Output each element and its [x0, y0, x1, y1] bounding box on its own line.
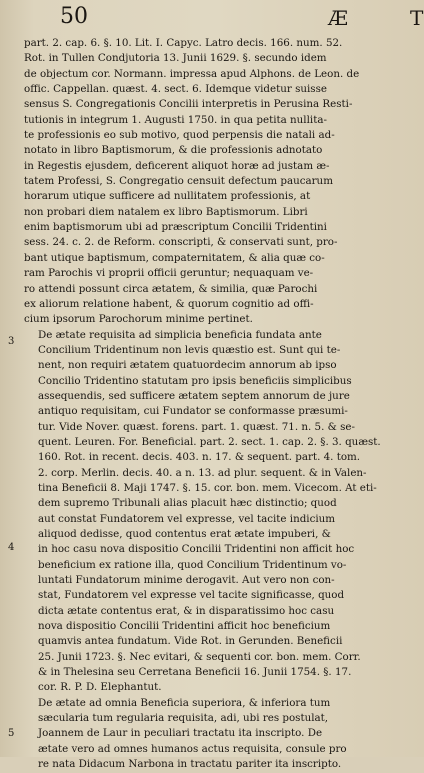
- margin-note: 4: [8, 542, 15, 553]
- text-line: cor. R. P. D. Elephantut.: [38, 681, 162, 694]
- paragraph: [24, 328, 410, 696]
- text-line: tur. Vide Nover. quæst. forens. part. 1. quæst. 71. n. 5. & se-: [38, 420, 355, 433]
- paragraph: [24, 36, 410, 328]
- text-line: tina Beneficii 8. Maji 1747. §. 15. cor. bon. mem. Vicecom. At eti-: [38, 481, 377, 494]
- text-line: sensus S. Congregationis Concilii interpretis in Perusina Resti-: [24, 98, 353, 111]
- text-line: beneficium ex ratione illa, quod Concilium Tridentinum vo-: [38, 558, 347, 571]
- text-line: nent, non requiri ætatem quatuordecim annorum ab ipso: [38, 359, 337, 372]
- text-line: notato in libro Baptismorum, & die professionis adnotato: [24, 144, 323, 157]
- text-line: quent. Leuren. For. Beneficial. part. 2. sect. 1. cap. 2. §. 3. quæst.: [38, 435, 381, 448]
- text-line: ætate vero ad omnes humanos actus requisita, consule pro: [38, 742, 347, 755]
- text-line: offic. Cappellan. quæst. 4. sect. 6. Idemque videtur suisse: [24, 83, 327, 96]
- text-line: ex aliorum relatione habent, & quorum cognitio ad offi-: [24, 297, 314, 310]
- text-line: 2. corp. Merlin. decis. 40. a n. 13. ad plur. sequent. & in Valen-: [38, 466, 367, 479]
- text-line: dicta ætate contentus erat, & in disparatissimo hoc casu: [38, 604, 335, 617]
- text-line: antiquo requisitam, cui Fundator se conformasse præsumi-: [38, 405, 348, 418]
- text-line: Rot. in Tullen Condjutoria 13. Junii 1629. §. secundo idem: [24, 52, 327, 65]
- text-line: assequendis, sed sufficere ætatem septem annorum de jure: [38, 389, 350, 402]
- text-line: quamvis antea fundatum. Vide Rot. in Gerunden. Beneficii: [38, 635, 343, 648]
- text-line: Joannem de Laur in peculiari tractatu ita inscripto. De: [38, 727, 323, 740]
- text-line: 160. Rot. in recent. decis. 403. n. 17. & sequent. part. 4. tom.: [38, 451, 361, 464]
- text-line: Concilium Tridentinum non levis quæstio est. Sunt qui te-: [38, 343, 341, 356]
- text-line: non probari diem natalem ex libro Baptismorum. Libri: [24, 205, 308, 218]
- text-line: horarum utique sufficere ad nullitatem professionis, at: [24, 190, 311, 203]
- text-line: sess. 24. c. 2. de Reform. conscripti, & conservati sunt, pro-: [24, 236, 338, 249]
- page-header: [24, 4, 424, 36]
- text-line: & in Thelesina seu Cerretana Beneficii 16. Junii 1754. §. 17.: [38, 666, 352, 679]
- text-line: De ætate ad omnia Beneficia superiora, & inferiora tum: [38, 696, 331, 709]
- text-line: in Regestis ejusdem, deficerent aliquot horæ ad justam æ-: [24, 159, 330, 172]
- text-line: dem supremo Tribunali alias placuit hæc distinctio; quod: [38, 497, 337, 510]
- text-line: tutionis in integrum 1. Augusti 1750. in qua petita nullita-: [24, 113, 327, 126]
- text-line: 25. Junii 1723. §. Nec evitari, & sequenti cor. bon. mem. Corr.: [38, 650, 361, 663]
- text-line: luntati Fundatorum minime derogavit. Aut vero non con-: [38, 574, 335, 587]
- text-line: de objectum cor. Normann. impressa apud Alphons. de Leon. de: [24, 67, 360, 80]
- running-head: Æ: [328, 6, 351, 30]
- margin-note: 3: [8, 336, 15, 347]
- text-line: part. 2. cap. 6. §. 10. Lit. I. Capyc. Latro decis. 166. num. 52.: [24, 37, 343, 49]
- text-line: cium ipsorum Parochorum minime pertinet.: [24, 313, 253, 326]
- text-line: De ætate requisita ad simplicia beneficia fundata ante: [38, 328, 322, 341]
- text-line: sæcularia tum regularia requisita, adi, ubi res postulat,: [38, 712, 329, 725]
- text-line: te professionis eo sub motivo, quod perpensis die natali ad-: [24, 129, 335, 142]
- text-line: Concilio Tridentino statutam pro ipsis beneficiis simplicibus: [38, 374, 352, 387]
- text-line: aut constat Fundatorem vel expresse, vel tacite indicium: [38, 512, 336, 525]
- text-line: tatem Professi, S. Congregatio censuit defectum paucarum: [24, 175, 333, 188]
- text-line: ram Parochis vi proprii officii geruntur; nequaquam ve-: [24, 267, 314, 280]
- margin-note: 5: [8, 728, 15, 739]
- text-line: aliquod dedisse, quod contentus erat ætate impuberi, &: [38, 528, 331, 540]
- text-line: ro attendi possunt circa ætatem, & similia, quæ Parochi: [24, 282, 318, 295]
- paragraph: [24, 696, 410, 773]
- text-line: nova dispositio Concilii Tridentini afficit hoc beneficium: [38, 620, 331, 633]
- page-number: 50: [60, 4, 88, 29]
- text-line: re nata Didacum Narbona in tractatu pariter ita inscripto.: [38, 758, 342, 771]
- text-line: stat, Fundatorem vel expresse vel tacite significasse, quod: [38, 589, 345, 602]
- body-text: [24, 36, 410, 773]
- text-line: bant utique baptismum, compaternitatem, & alia quæ co-: [24, 251, 325, 264]
- text-line: in hoc casu nova dispositio Concilii Tridentini non afficit hoc: [38, 543, 355, 556]
- running-head-letter: T: [410, 6, 424, 30]
- text-line: enim baptismorum ubi ad præscriptum Concilii Tridentini: [24, 221, 327, 234]
